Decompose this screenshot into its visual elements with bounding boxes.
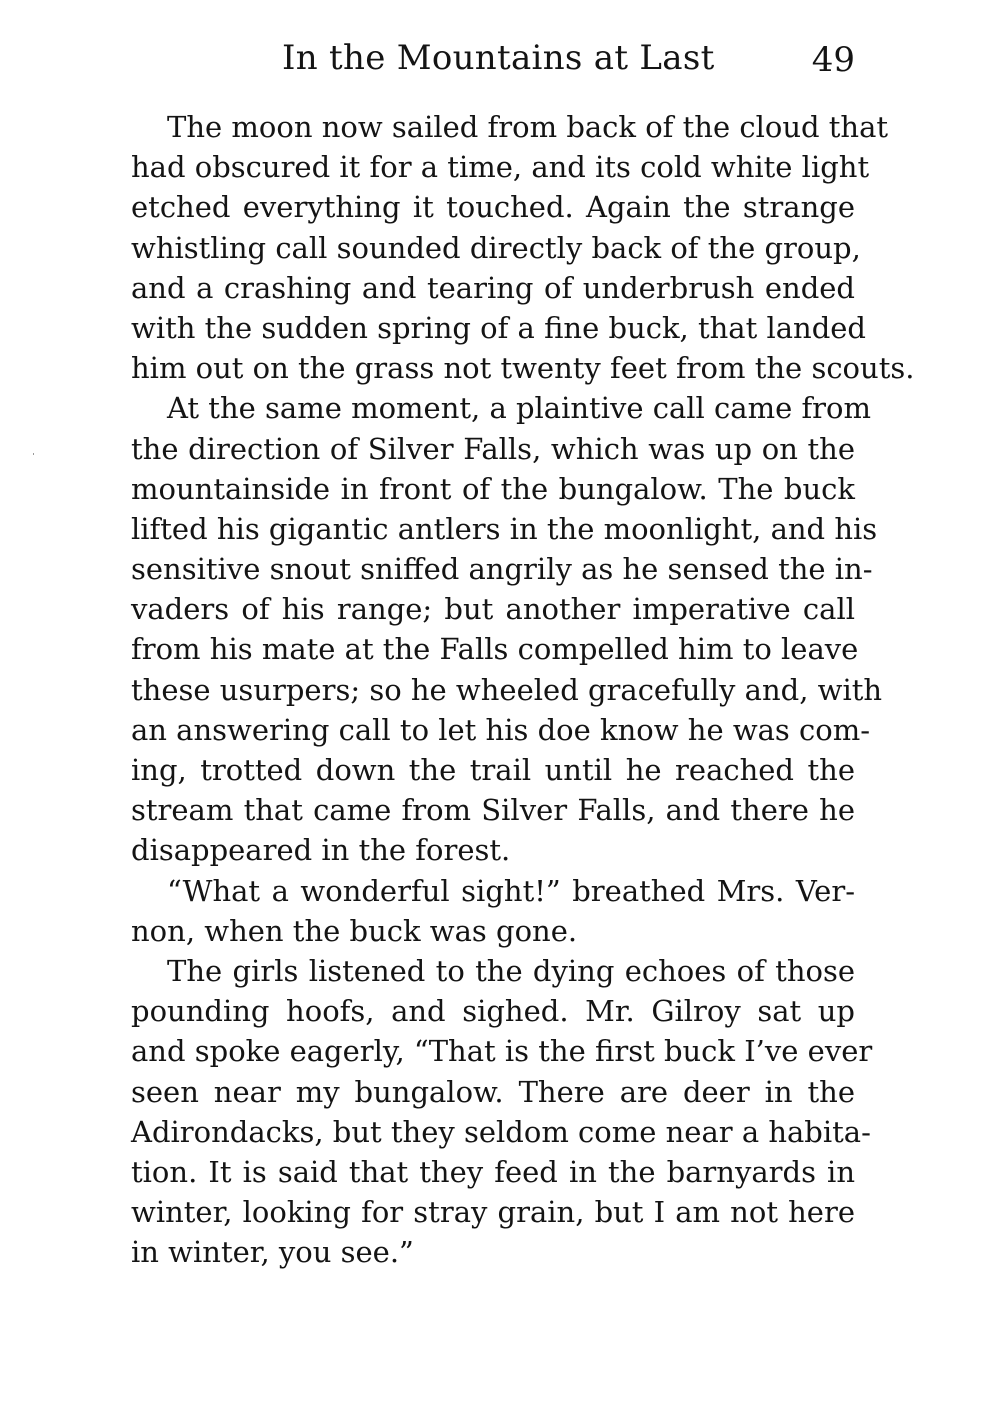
text-line: and a crashing and tearing of underbrush ended xyxy=(131,270,855,305)
running-head xyxy=(130,38,855,88)
body-text xyxy=(131,107,915,1272)
text-line: disappeared in the forest. xyxy=(131,833,511,868)
text-line: an answering call to let his doe know he was com- xyxy=(131,712,871,747)
stray-ink-mark xyxy=(33,453,34,455)
text-line: vaders of his range; but another imperative call xyxy=(131,592,855,627)
running-title: In the Mountains at Last xyxy=(282,38,715,78)
text-line: stream that came from Silver Falls, and there he xyxy=(131,793,855,828)
text-line: had obscured it for a time, and its cold white light xyxy=(131,150,870,185)
text-line: whistling call sounded directly back of the group, xyxy=(131,230,861,265)
text-line: these usurpers; so he wheeled gracefully and, with xyxy=(131,672,883,707)
text-line: “What a wonderful sight!” breathed Mrs. Ver- xyxy=(167,873,855,908)
text-line: winter, looking for stray grain, but I am not here xyxy=(131,1195,855,1230)
text-line: lifted his gigantic antlers in the moonlight, and his xyxy=(131,511,878,546)
text-line: tion. It is said that they feed in the barnyards in xyxy=(131,1154,855,1189)
text-line: sensitive snout sniffed angrily as he sensed the in- xyxy=(131,552,873,587)
text-line: him out on the grass not twenty feet from the scouts. xyxy=(131,351,915,386)
text-line: The moon now sailed from back of the cloud that xyxy=(167,110,889,144)
text-line: in winter, you see.” xyxy=(131,1235,414,1270)
page-number: 49 xyxy=(811,40,855,80)
text-line: from his mate at the Falls compelled him to leave xyxy=(131,632,859,667)
text-line: non, when the buck was gone. xyxy=(131,913,578,948)
text-line: mountainside in front of the bungalow. The buck xyxy=(131,471,855,506)
text-line: and spoke eagerly, “That is the first buck I’ve ever xyxy=(131,1034,873,1069)
text-line: pounding hoofs, and sighed. Mr. Gilroy sat up xyxy=(131,994,855,1029)
text-line: ing, trotted down the trail until he reached the xyxy=(131,753,855,787)
text-line: with the sudden spring of a fine buck, that landed xyxy=(131,310,866,345)
text-line: etched everything it touched. Again the strange xyxy=(131,190,855,225)
text-line: At the same moment, a plaintive call came from xyxy=(167,391,872,426)
text-line: Adirondacks, but they seldom come near a habita- xyxy=(131,1114,871,1149)
text-line: the direction of Silver Falls, which was up on the xyxy=(131,431,855,466)
text-line: The girls listened to the dying echoes of those xyxy=(167,953,855,988)
text-line: seen near my bungalow. There are deer in the xyxy=(131,1074,855,1109)
